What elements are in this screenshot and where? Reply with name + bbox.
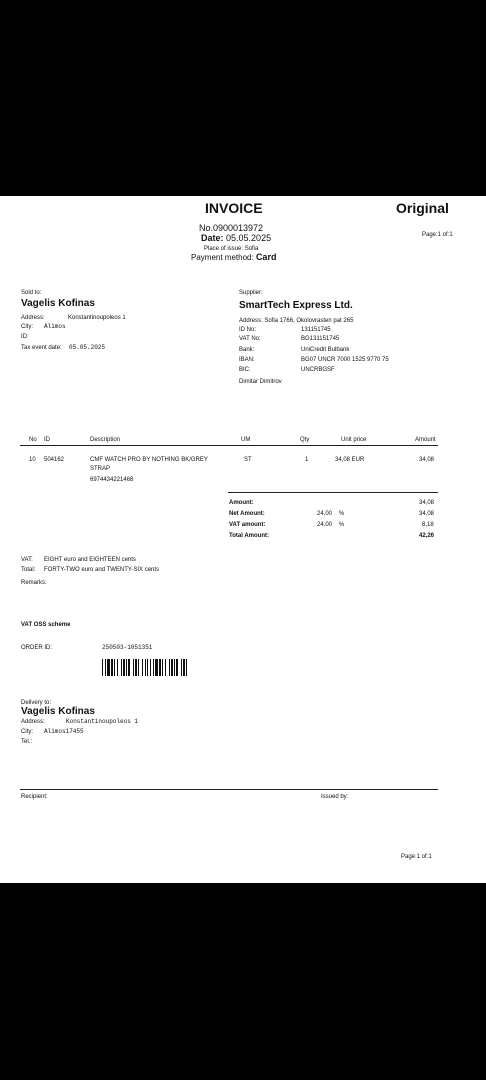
barcode-bar <box>126 659 127 676</box>
total-amount-label: Total Amount: <box>229 533 269 539</box>
barcode-bar <box>105 659 106 676</box>
sold-to-id-label: ID: <box>21 334 29 340</box>
vat-amount-label: VAT amount: <box>229 522 266 528</box>
barcode-bar <box>169 659 170 676</box>
supplier-vat: BG131151745 <box>301 336 340 342</box>
barcode-bar <box>107 659 110 676</box>
barcode-bar <box>186 659 187 676</box>
barcode-bar <box>176 659 178 676</box>
supplier-iban-label: IBAN: <box>239 357 255 363</box>
barcode-bar <box>135 659 137 676</box>
total-words-label: Total: <box>21 567 36 573</box>
row-id: 504162 <box>44 457 65 463</box>
row-description-1: CMF WATCH PRO BY NOTHING BK/GREY <box>90 457 208 463</box>
barcode-bar <box>181 659 182 676</box>
col-header-description: Description <box>90 437 121 443</box>
net-amount-label: Net Amount: <box>229 511 265 517</box>
delivery-address-label: Address: <box>21 719 45 725</box>
sold-to-address: Konstantinoupoleos 1 <box>68 315 126 321</box>
barcode-bar <box>145 659 146 676</box>
barcode-bar <box>102 659 103 676</box>
barcode-bar <box>114 659 115 676</box>
totals-rule <box>228 492 438 493</box>
vat-oss-scheme: VAT OSS scheme <box>21 622 71 628</box>
supplier-name: SmartTech Express Ltd. <box>239 300 353 311</box>
supplier-bic-label: BIC: <box>239 367 251 373</box>
row-um: ST <box>244 457 252 463</box>
place-of-issue: Place of issue: Sofia <box>204 246 259 252</box>
issued-by-label: Issued by: <box>321 794 349 800</box>
sold-to-label: Sold to: <box>21 290 42 296</box>
vat-words-label: VAT: <box>21 557 33 563</box>
vat-words: EIGHT euro and EIGHTEEN cents <box>44 557 136 563</box>
delivery-city: Alimos17455 <box>44 728 84 735</box>
supplier-person: Dimitar Dimitrov <box>239 379 282 385</box>
amount-label: Amount: <box>229 500 254 506</box>
barcode-bar <box>128 659 130 676</box>
order-id-label: ORDER ID: <box>21 645 53 651</box>
barcode-bar <box>111 659 113 676</box>
net-rate-percent: % <box>339 511 345 517</box>
vat-amount-value: 8,18 <box>422 522 434 528</box>
barcode-bar <box>123 659 125 676</box>
barcode-bar <box>165 659 166 676</box>
barcode-bar <box>183 659 185 676</box>
net-rate: 24,00 <box>317 511 333 517</box>
barcode-bar <box>153 659 154 676</box>
row-no: 10 <box>29 457 36 463</box>
supplier-vat-label: VAT No: <box>239 336 261 342</box>
supplier-id: 131151745 <box>301 327 331 333</box>
table-header-rule <box>20 445 438 446</box>
supplier-bank: UniCredit Bulbank <box>301 347 350 353</box>
date-value: 05.05.2025 <box>226 233 272 243</box>
total-words: FORTY-TWO euro and TWENTY-SIX cents <box>44 567 160 573</box>
invoice-page <box>0 196 486 883</box>
delivery-city-label: City: <box>21 729 33 735</box>
supplier-iban: BG07 UNCR 7000 1525 9770 75 <box>301 357 389 363</box>
supplier-bic: UNCRBGSF <box>301 367 335 373</box>
barcode-bar <box>133 659 134 676</box>
col-header-no: No <box>29 437 37 443</box>
sold-to-city-label: City: <box>21 324 33 330</box>
payment-method <box>191 252 276 262</box>
delivery-tel-label: Tel.: <box>21 739 33 745</box>
barcode-bar <box>117 659 118 676</box>
date-label: Date: <box>201 233 224 243</box>
row-amount: 34,08 <box>419 457 435 463</box>
page-number-top: Page:1 of:1 <box>422 232 453 238</box>
tax-event-label: Tax event date: <box>21 345 62 351</box>
col-header-amount: Amount <box>415 437 436 443</box>
barcode-bar <box>171 659 173 676</box>
amount-value: 34,08 <box>419 500 435 506</box>
invoice-number: No.0900013972 <box>199 223 264 233</box>
barcode-bar <box>174 659 175 676</box>
invoice-date <box>201 233 271 243</box>
barcode-bar <box>159 659 161 676</box>
payment-label: Payment method: <box>191 253 254 262</box>
row-ean: 6974434221468 <box>90 477 134 483</box>
supplier-bank-label: Bank: <box>239 347 255 353</box>
supplier-address: Address: Sofia 1766, Okolovrasten pat 265 <box>239 318 354 324</box>
page-number-bottom: Page:1 of:1 <box>401 854 432 860</box>
invoice-title: INVOICE <box>205 200 263 216</box>
sold-to-name: Vagelis Kofinas <box>21 298 95 309</box>
order-id-value: 250503-1051351 <box>102 644 153 651</box>
original-label: Original <box>396 200 449 216</box>
barcode-bar <box>147 659 148 676</box>
supplier-label: Supplier: <box>239 290 263 296</box>
barcode-bar <box>138 659 139 676</box>
delivery-address: Konstantinoupoleos 1 <box>66 718 139 725</box>
col-header-um: UM <box>241 437 251 443</box>
col-header-id: ID <box>44 437 50 443</box>
remarks-label: Remarks: <box>21 580 47 586</box>
barcode-bar <box>162 659 163 676</box>
barcode-bar <box>142 659 143 676</box>
supplier-id-label: ID No: <box>239 327 257 333</box>
tax-event-date: 05.05.2025 <box>69 344 106 351</box>
row-qty: 1 <box>305 457 309 463</box>
sold-to-address-label: Address: <box>21 315 45 321</box>
barcode-bar <box>155 659 158 676</box>
delivery-name: Vagelis Kofinas <box>21 706 95 717</box>
recipient-label: Recipient: <box>21 794 48 800</box>
col-header-qty: Qty <box>300 437 310 443</box>
barcode-bar <box>121 659 122 676</box>
delivery-label: Delivery to: <box>21 700 52 706</box>
col-header-unit-price: Unit price <box>341 437 367 443</box>
payment-value: Card <box>255 252 277 262</box>
sold-to-city: Alimos <box>44 323 66 330</box>
row-unit-price: 34,08 EUR <box>335 457 365 463</box>
signature-rule <box>20 789 438 790</box>
row-description-2: STRAP <box>90 466 111 472</box>
vat-rate-percent: % <box>339 522 345 528</box>
total-amount-value: 42,26 <box>419 533 435 539</box>
vat-rate: 24,00 <box>317 522 333 528</box>
net-amount-value: 34,08 <box>419 511 435 517</box>
order-barcode <box>102 659 188 676</box>
barcode-bar <box>150 659 151 676</box>
